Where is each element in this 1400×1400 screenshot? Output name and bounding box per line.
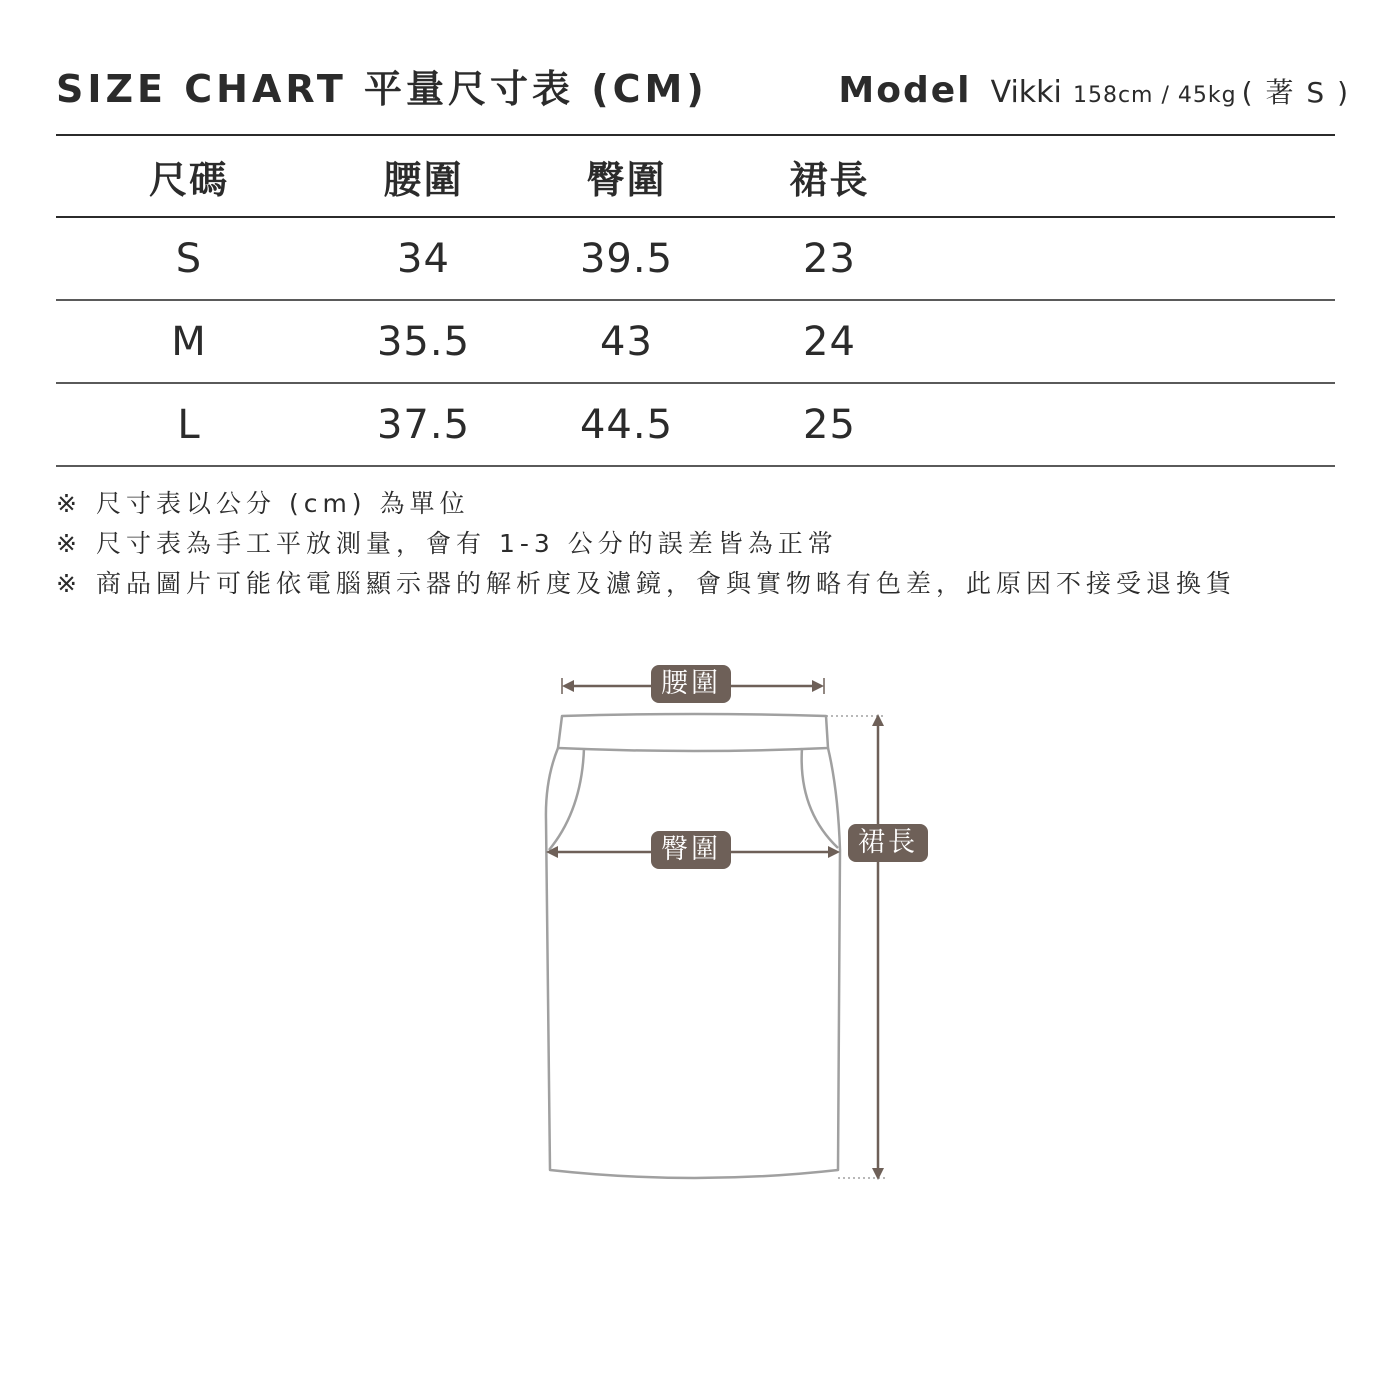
hip-label-tag: 臀圍 — [651, 831, 731, 869]
column-header-length: 裙長 — [789, 157, 870, 202]
reference-mark-icon: ※ — [56, 529, 82, 558]
skirt-waistband — [558, 714, 828, 751]
model-stats: 158cm / 45kg — [1072, 83, 1237, 108]
column-header-size: 尺碼 — [148, 157, 229, 202]
hip-cell: 44.5 — [579, 401, 674, 448]
right-pocket-line — [802, 748, 838, 848]
hip-cell: 43 — [600, 318, 653, 365]
length-cell: 23 — [803, 235, 856, 282]
length-cell: 24 — [803, 318, 856, 365]
waist-cell: 35.5 — [376, 318, 471, 365]
size-cell: S — [175, 235, 203, 282]
model-wearing-size: ( 著 S ) — [1241, 76, 1350, 109]
note-item: ※ 商品圖片可能依電腦顯示器的解析度及濾鏡，會與實物略有色差，此原因不接受退換貨 — [56, 564, 1236, 604]
model-name: Vikki — [990, 75, 1062, 110]
waist-cell: 34 — [397, 235, 450, 282]
length-label-tag: 裙長 — [848, 824, 928, 862]
waist-label-tag: 腰圍 — [651, 665, 731, 703]
reference-mark-icon: ※ — [56, 489, 82, 518]
skirt-outline — [546, 748, 840, 1178]
length-cell: 25 — [803, 401, 856, 448]
page-title: SIZE CHART 平量尺寸表 (CM) — [56, 67, 708, 111]
size-cell: M — [171, 318, 207, 365]
column-header-hip: 臀圍 — [586, 157, 667, 202]
note-item: ※ 尺寸表以公分 (cm) 為單位 — [56, 484, 1236, 524]
model-label: Model — [838, 70, 972, 111]
note-item: ※ 尺寸表為手工平放測量，會有 1-3 公分的誤差皆為正常 — [56, 524, 1236, 564]
column-header-waist: 腰圍 — [383, 157, 464, 202]
hip-cell: 39.5 — [579, 235, 674, 282]
reference-mark-icon: ※ — [56, 569, 82, 598]
size-cell: L — [177, 401, 201, 448]
left-pocket-line — [549, 748, 584, 850]
waist-cell: 37.5 — [376, 401, 471, 448]
